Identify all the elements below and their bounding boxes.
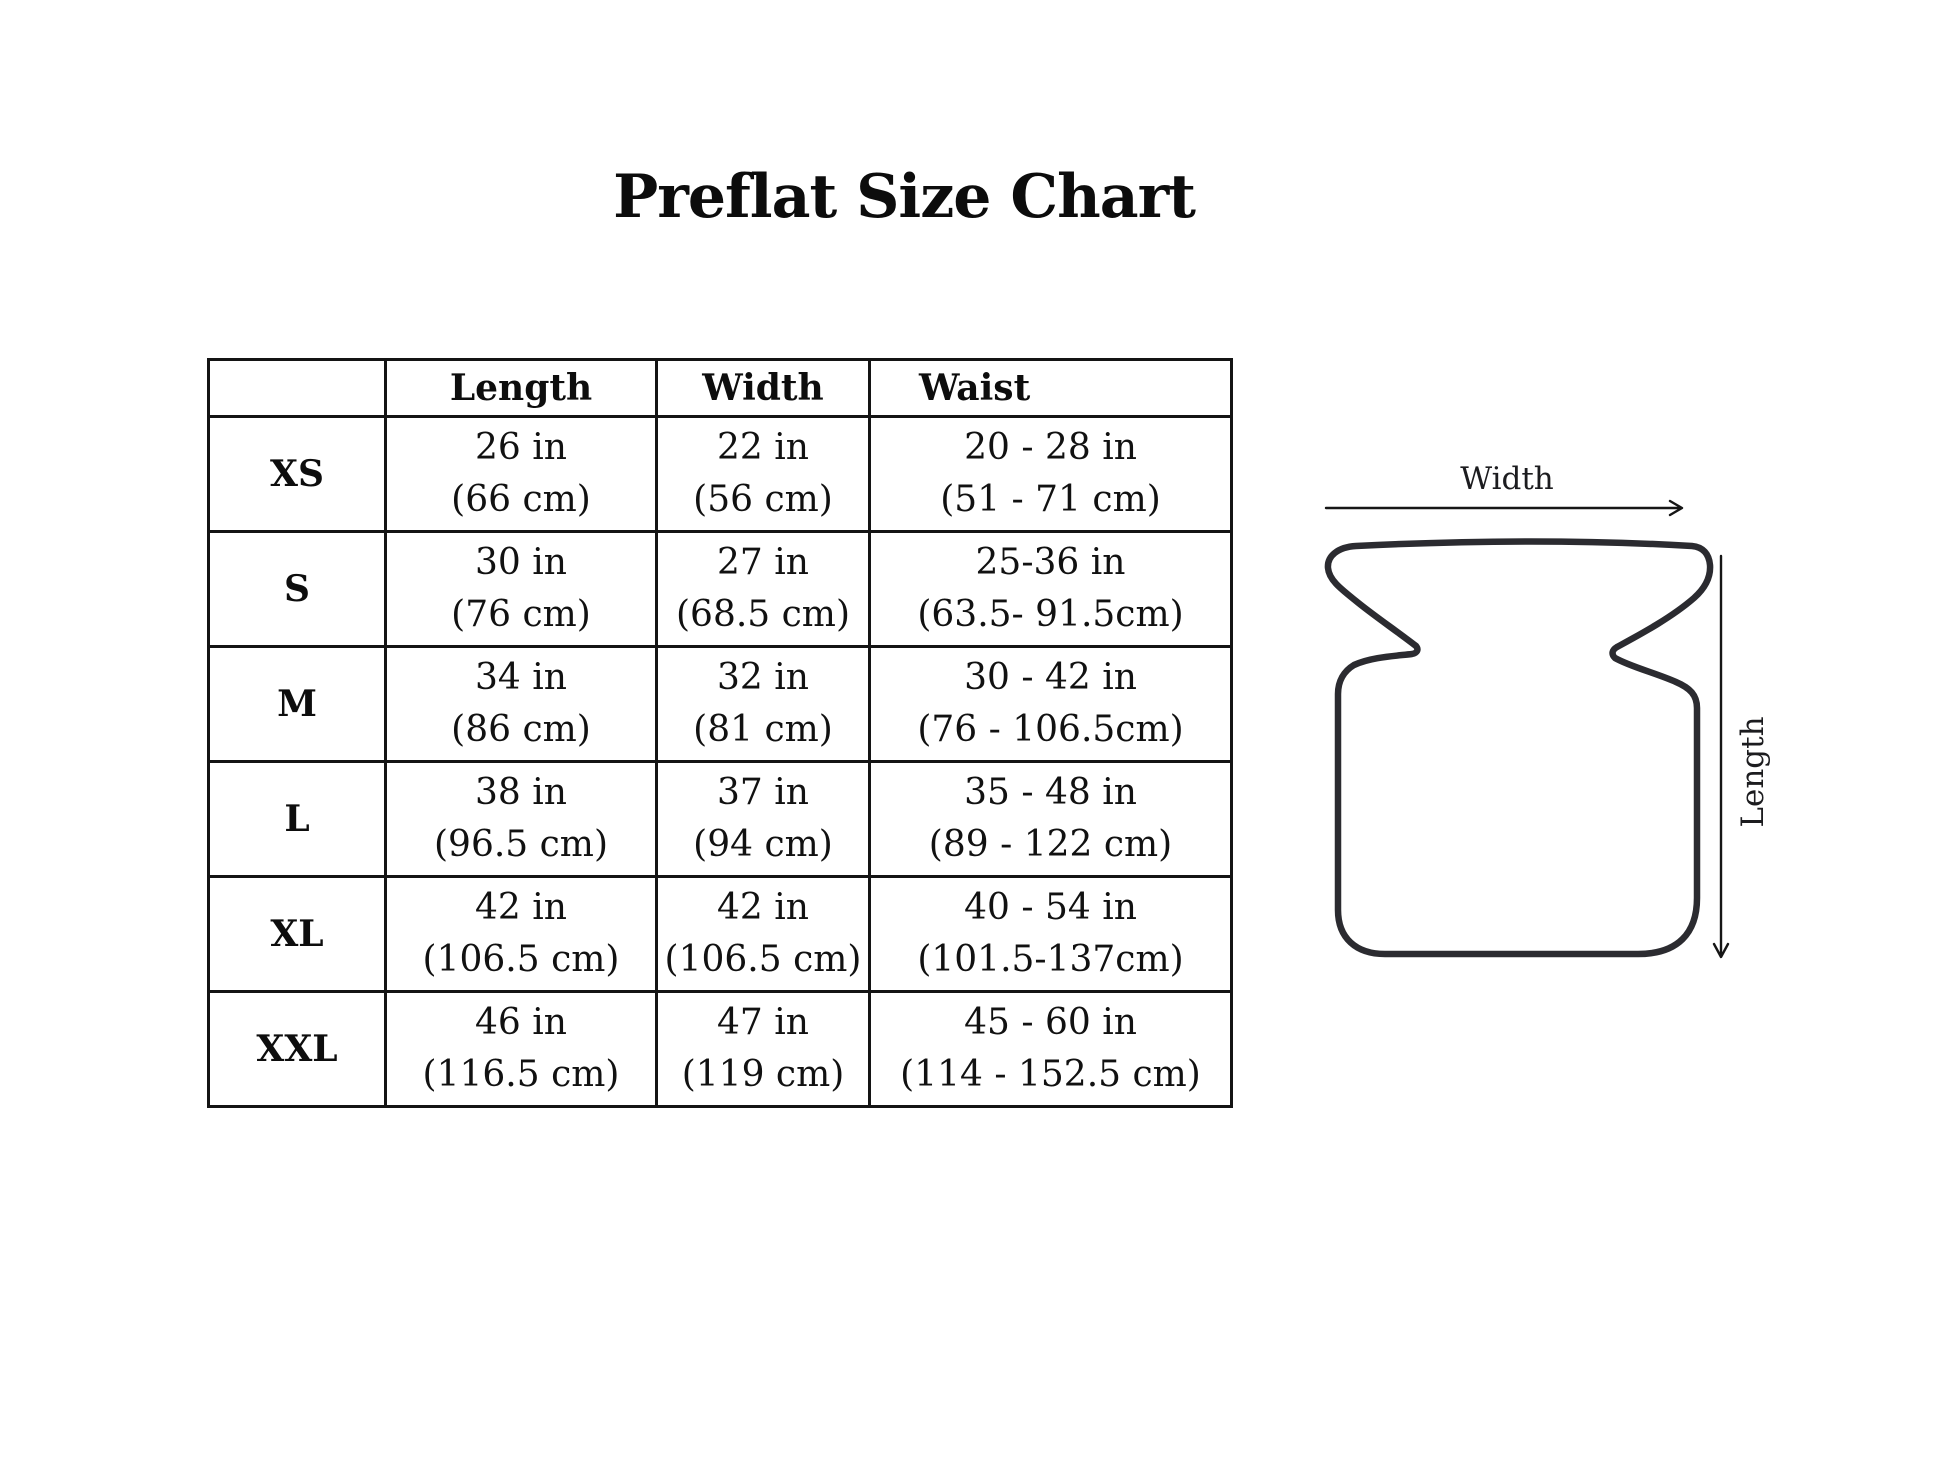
length-cell xyxy=(386,877,657,992)
width-cell xyxy=(657,992,870,1107)
value-inches: 26 in xyxy=(475,427,567,468)
table-row-l xyxy=(209,762,1232,877)
value-cm: (96.5 cm) xyxy=(434,824,608,865)
header-waist: Waist xyxy=(870,360,1232,417)
header-row xyxy=(209,360,1232,417)
value-inches: 40 - 54 in xyxy=(964,887,1137,928)
value-inches: 32 in xyxy=(717,657,809,698)
width-cell xyxy=(657,762,870,877)
value-inches: 25-36 in xyxy=(975,542,1126,583)
value-cm: (116.5 cm) xyxy=(422,1054,620,1095)
value-cm: (76 cm) xyxy=(451,594,591,635)
length-cell xyxy=(386,647,657,762)
length-dimension-label: Length xyxy=(1735,716,1771,828)
table-row-xs xyxy=(209,417,1232,532)
value-cm: (66 cm) xyxy=(451,479,591,520)
value-cm: (89 - 122 cm) xyxy=(928,824,1173,865)
value-cm: (51 - 71 cm) xyxy=(940,479,1161,520)
width-dimension-label: Width xyxy=(1460,461,1554,497)
size-chart-table xyxy=(207,358,1233,1108)
value-inches: 20 - 28 in xyxy=(964,427,1137,468)
header-size-empty xyxy=(209,360,386,417)
value-inches: 35 - 48 in xyxy=(964,772,1137,813)
table-row-s xyxy=(209,532,1232,647)
value-inches: 30 in xyxy=(475,542,567,583)
size-label: S xyxy=(209,532,386,647)
header-width: Width xyxy=(657,360,870,417)
value-cm: (101.5-137cm) xyxy=(917,939,1184,980)
table-row-xxl xyxy=(209,992,1232,1107)
waist-cell xyxy=(870,762,1232,877)
waist-cell xyxy=(870,532,1232,647)
value-cm: (68.5 cm) xyxy=(676,594,850,635)
value-inches: 42 in xyxy=(717,887,809,928)
waist-cell xyxy=(870,877,1232,992)
waist-cell xyxy=(870,992,1232,1107)
value-inches: 45 - 60 in xyxy=(964,1002,1137,1043)
header-length: Length xyxy=(386,360,657,417)
value-cm: (114 - 152.5 cm) xyxy=(900,1054,1201,1095)
value-inches: 38 in xyxy=(475,772,567,813)
width-cell xyxy=(657,877,870,992)
value-cm: (106.5 cm) xyxy=(422,939,620,980)
value-cm: (56 cm) xyxy=(693,479,833,520)
length-arrow xyxy=(1714,556,1728,957)
size-label: XXL xyxy=(209,992,386,1107)
width-cell xyxy=(657,417,870,532)
size-label: M xyxy=(209,647,386,762)
waist-cell xyxy=(870,647,1232,762)
size-label: XL xyxy=(209,877,386,992)
value-cm: (76 - 106.5cm) xyxy=(917,709,1184,750)
value-inches: 37 in xyxy=(717,772,809,813)
waist-cell xyxy=(870,417,1232,532)
value-cm: (94 cm) xyxy=(693,824,833,865)
table-row-xl xyxy=(209,877,1232,992)
value-inches: 47 in xyxy=(717,1002,809,1043)
length-cell xyxy=(386,532,657,647)
value-cm: (106.5 cm) xyxy=(664,939,862,980)
table-row-m xyxy=(209,647,1232,762)
value-cm: (86 cm) xyxy=(451,709,591,750)
value-inches: 30 - 42 in xyxy=(964,657,1137,698)
length-cell xyxy=(386,417,657,532)
width-cell xyxy=(657,532,870,647)
value-inches: 42 in xyxy=(475,887,567,928)
size-label: L xyxy=(209,762,386,877)
value-cm: (63.5- 91.5cm) xyxy=(917,594,1184,635)
width-arrow xyxy=(1326,501,1682,515)
value-inches: 27 in xyxy=(717,542,809,583)
value-inches: 22 in xyxy=(717,427,809,468)
length-cell xyxy=(386,762,657,877)
width-cell xyxy=(657,647,870,762)
value-inches: 46 in xyxy=(475,1002,567,1043)
value-cm: (81 cm) xyxy=(693,709,833,750)
size-label: XS xyxy=(209,417,386,532)
garment-outline xyxy=(1328,542,1710,955)
page-title: Preflat Size Chart xyxy=(613,162,1195,233)
length-cell xyxy=(386,992,657,1107)
value-inches: 34 in xyxy=(475,657,567,698)
value-cm: (119 cm) xyxy=(681,1054,845,1095)
